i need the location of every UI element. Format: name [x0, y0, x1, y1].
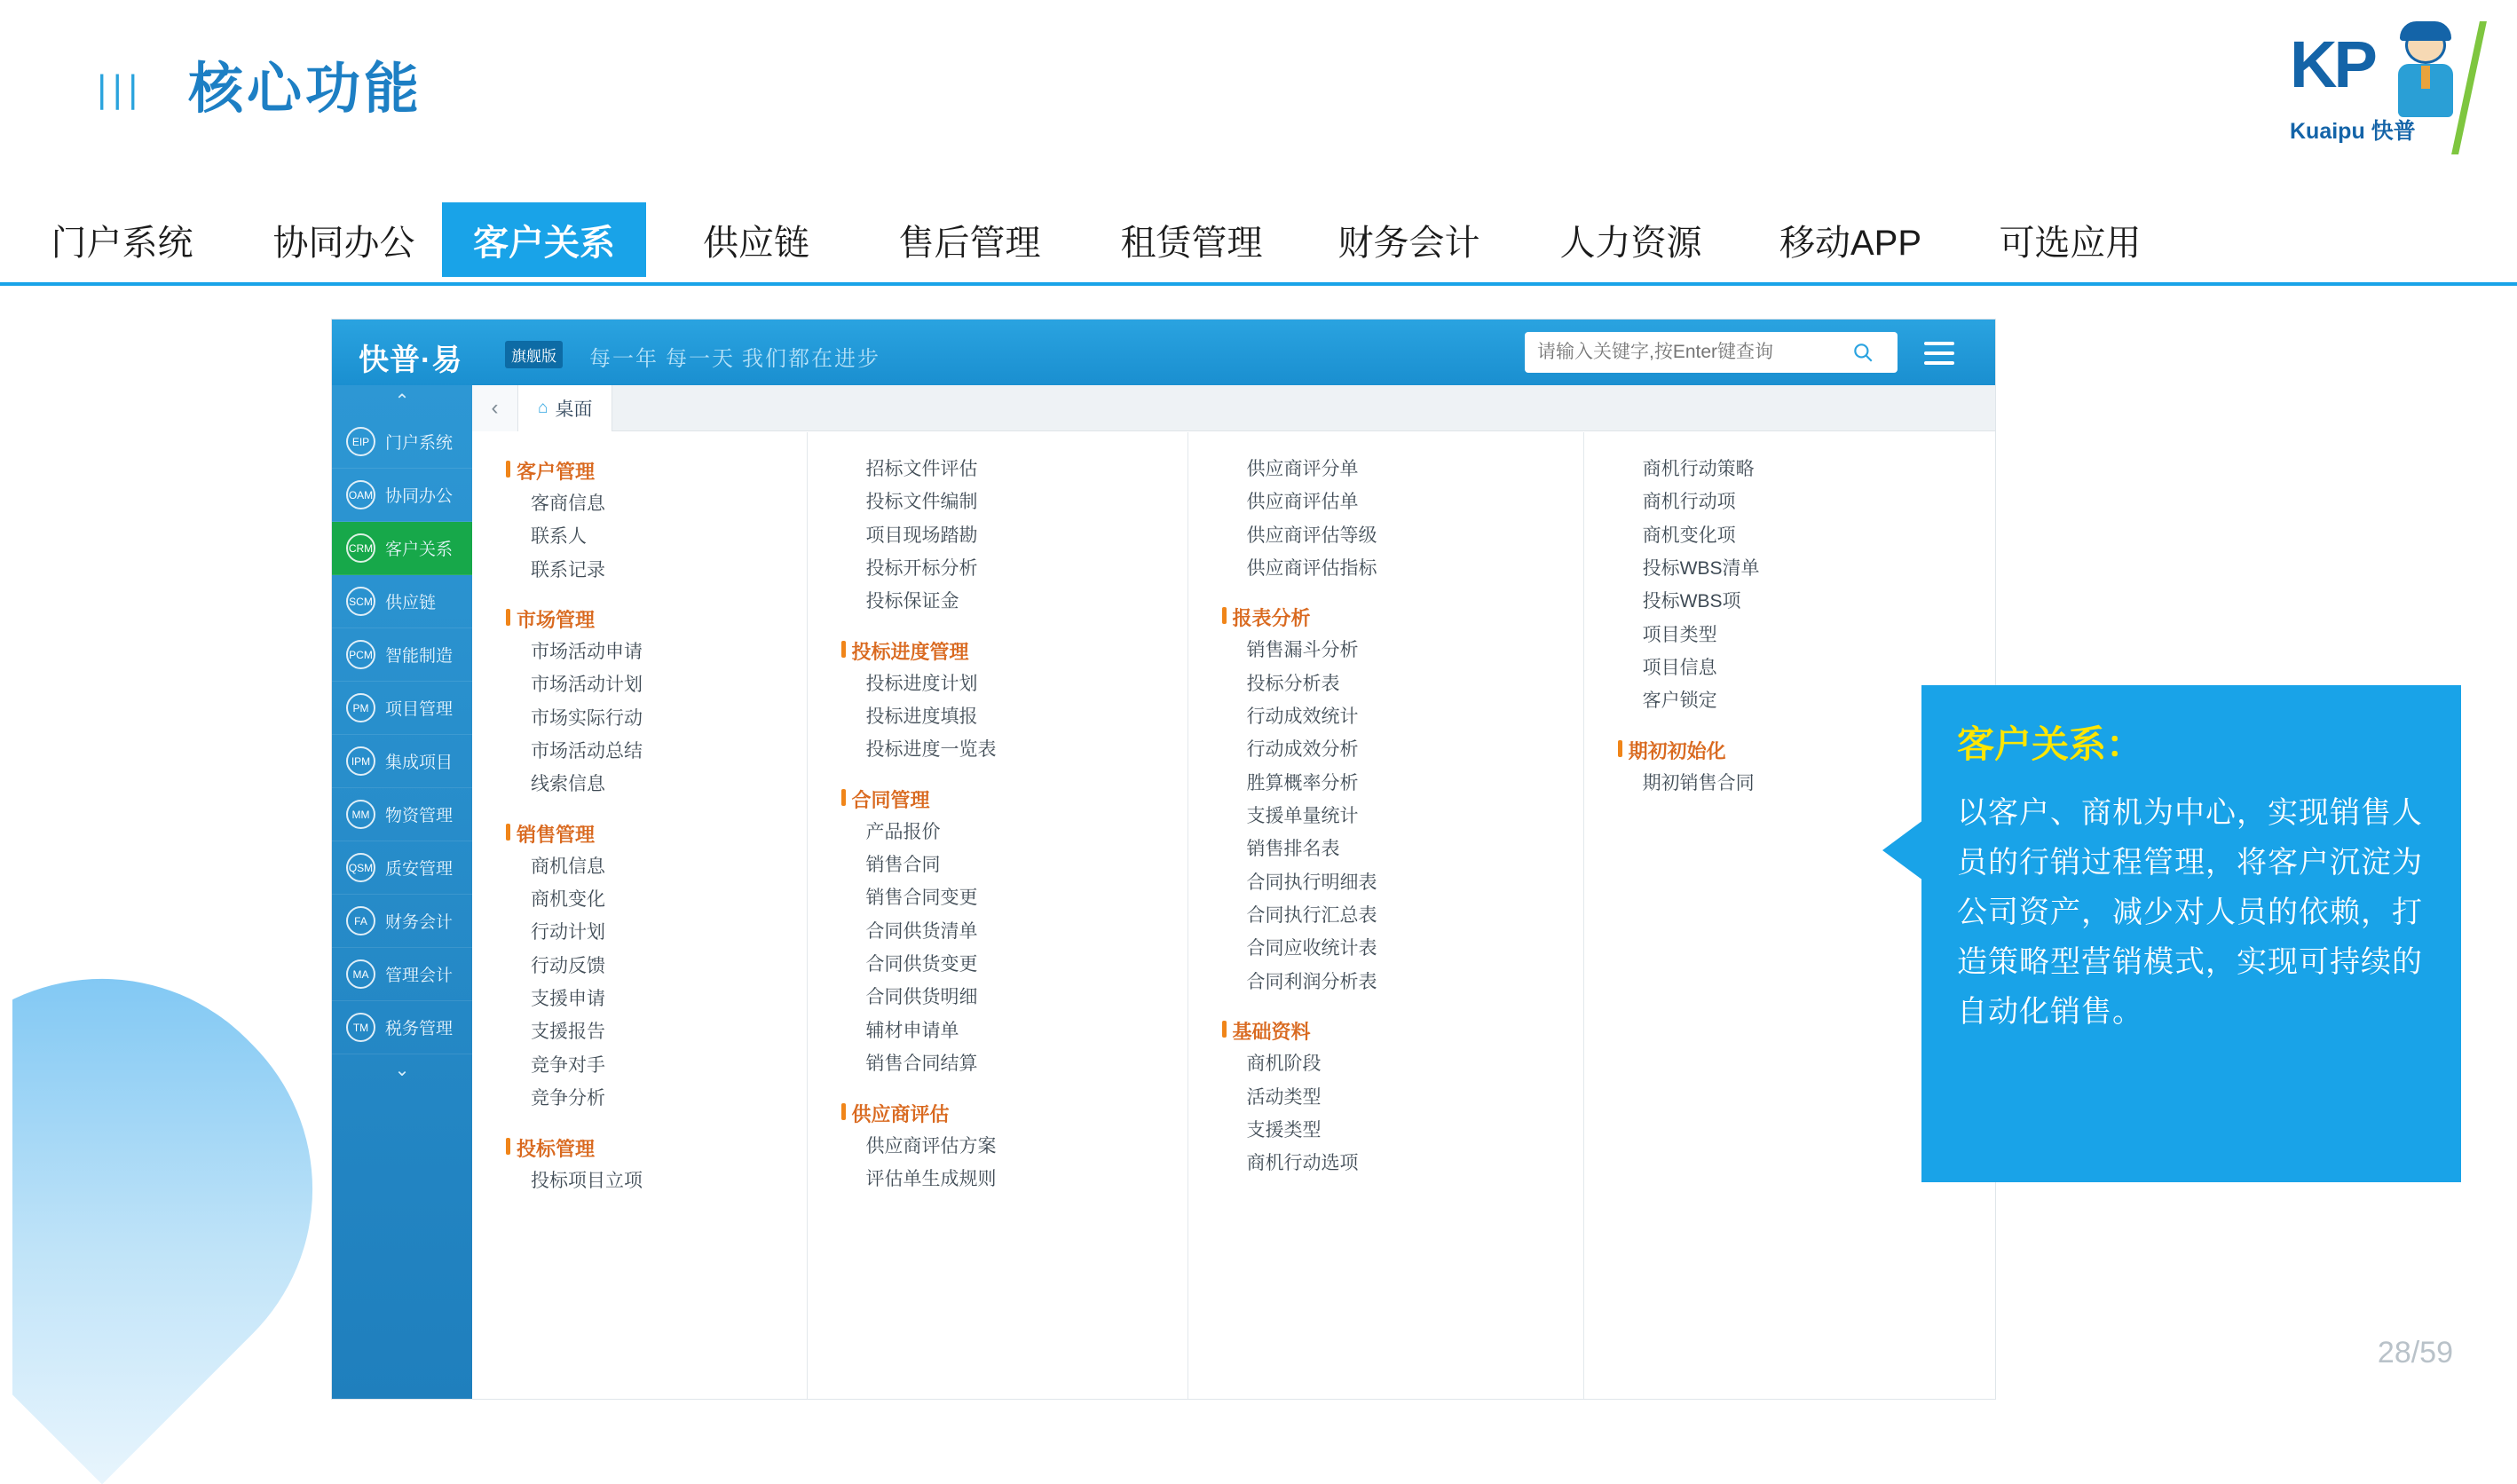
app-top-bar: [332, 320, 1995, 385]
menu-item[interactable]: 商机变化项: [1642, 525, 1736, 546]
menu-item[interactable]: 供应商评估单: [1246, 492, 1359, 513]
sidebar-item-label: 税务管理: [385, 1020, 454, 1038]
menu-panes: [472, 432, 1995, 1399]
menu-item[interactable]: 项目类型: [1642, 624, 1717, 645]
tab-1[interactable]: 协同办公: [272, 223, 415, 263]
menu-item[interactable]: 商机信息: [531, 856, 605, 877]
callout-body: 以客户、商机为中心，实现销售人员的行销过程管理，将客户沉淀为公司资产，减少对人员的依赖，打造策略型营销模式，实现可持续的自动化销售。: [1957, 796, 2423, 1030]
menu-item[interactable]: 行动计划: [531, 922, 605, 943]
app-slogan: 每一年 每一天 我们都在进步: [589, 348, 880, 371]
menu-item[interactable]: 商机变化: [531, 889, 605, 911]
tab-5[interactable]: 租赁管理: [1120, 223, 1263, 263]
menu-item[interactable]: 胜算概率分析: [1246, 772, 1359, 793]
menu-item[interactable]: 投标开标分析: [865, 558, 978, 580]
sidebar-item-label: 物资管理: [385, 807, 454, 825]
page-title: 核心功能: [188, 59, 423, 120]
group-spacer: [841, 623, 1187, 637]
brand-logo: [2290, 21, 2467, 154]
tab-2[interactable]: 客户关系: [442, 202, 646, 277]
menu-group-title: 供应商评估: [841, 1100, 1187, 1127]
tab-desktop[interactable]: [518, 385, 612, 431]
menu-item[interactable]: 支援单量统计: [1246, 806, 1359, 827]
tab-3[interactable]: 供应链: [703, 223, 809, 263]
module-tab-bar[interactable]: [0, 202, 2517, 277]
group-spacer: [841, 1200, 1187, 1214]
sidebar-item-tm[interactable]: [332, 1001, 472, 1054]
menu-item[interactable]: 投标WBS清单: [1642, 558, 1760, 580]
menu-item[interactable]: 客商信息: [531, 493, 605, 514]
menu-group-title: 销售管理: [506, 820, 807, 848]
menu-item[interactable]: 合同应收统计表: [1246, 938, 1377, 959]
app-content: [472, 385, 1995, 1399]
menu-item[interactable]: 供应商评分单: [1246, 459, 1359, 479]
group-spacer: [1222, 1003, 1583, 1017]
app-sidebar[interactable]: [332, 385, 472, 1399]
app-edition-badge: 旗舰版: [505, 341, 563, 368]
menu-group-title: 投标管理: [506, 1134, 807, 1162]
sidebar-item-oam[interactable]: [332, 469, 472, 522]
tab-underline: [0, 282, 2517, 286]
menu-item[interactable]: 市场活动计划: [531, 675, 643, 696]
tab-9[interactable]: 可选应用: [1999, 223, 2142, 263]
breadcrumb: [472, 385, 1995, 431]
group-spacer: [841, 771, 1187, 785]
sidebar-badge-icon: EIP: [346, 427, 375, 456]
menu-item[interactable]: 项目信息: [1642, 658, 1717, 679]
home-icon: ⌂: [538, 398, 548, 417]
menu-item[interactable]: 销售合同结算: [865, 1054, 978, 1075]
menu-item[interactable]: 支援申请: [531, 989, 605, 1010]
sidebar-badge-icon: MA: [346, 959, 375, 989]
menu-item[interactable]: 销售排名表: [1246, 839, 1340, 860]
menu-item[interactable]: 评估单生成规则: [865, 1168, 997, 1189]
menu-item[interactable]: 线索信息: [531, 774, 605, 795]
menu-item[interactable]: 支援报告: [531, 1022, 605, 1043]
sidebar-item-label: 质安管理: [385, 860, 454, 879]
menu-group-title: 市场管理: [506, 605, 807, 633]
menu-item[interactable]: 销售合同变更: [865, 888, 978, 909]
group-spacer: [506, 591, 807, 605]
menu-item[interactable]: 行动成效分析: [1246, 739, 1359, 761]
list-menu-icon[interactable]: [1924, 335, 1961, 371]
search-input[interactable]: [1525, 334, 1844, 371]
menu-item[interactable]: 期初销售合同: [1642, 772, 1755, 793]
sidebar-item-label: 项目管理: [385, 700, 454, 719]
search-icon[interactable]: [1848, 337, 1878, 367]
group-spacer: [841, 1085, 1187, 1100]
menu-group-title: 期初初始化: [1618, 737, 1995, 764]
menu-group-title: 合同管理: [841, 785, 1187, 813]
tab-8[interactable]: 移动APP: [1779, 223, 1922, 263]
menu-item[interactable]: 供应商评估方案: [865, 1135, 997, 1156]
menu-column-2: [808, 432, 1188, 1399]
sidebar-badge-icon: OAM: [346, 480, 375, 509]
chevron-left-icon[interactable]: ‹: [472, 385, 518, 431]
menu-item[interactable]: 竞争分析: [531, 1088, 605, 1109]
sidebar-badge-icon: PCM: [346, 640, 375, 669]
menu-group-title: 客户管理: [506, 457, 807, 485]
menu-item[interactable]: 竞争对手: [531, 1054, 605, 1076]
sidebar-item-label: 财务会计: [385, 913, 454, 932]
menu-item[interactable]: 项目现场踏勘: [865, 525, 978, 546]
sidebar-badge-icon: QSM: [346, 853, 375, 882]
menu-item[interactable]: 行动成效统计: [1246, 706, 1359, 728]
menu-group-title: 投标进度管理: [841, 637, 1187, 665]
sidebar-item-eip[interactable]: [332, 415, 472, 469]
sidebar-badge-icon: SCM: [346, 587, 375, 616]
sidebar-item-pcm[interactable]: [332, 628, 472, 682]
menu-item[interactable]: 市场实际行动: [531, 707, 643, 729]
sidebar-badge-icon: CRM: [346, 533, 375, 563]
menu-item[interactable]: 合同利润分析表: [1246, 971, 1377, 992]
tab-desktop-label: 桌面: [555, 399, 593, 420]
sidebar-item-mm[interactable]: [332, 788, 472, 841]
menu-item[interactable]: 辅材申请单: [865, 1020, 959, 1041]
menu-item[interactable]: 销售漏斗分析: [1246, 640, 1359, 661]
title-mark-icon: |||: [96, 69, 143, 110]
menu-item[interactable]: 投标保证金: [865, 591, 959, 612]
application-window: [332, 320, 1995, 1399]
group-spacer: [1222, 1185, 1583, 1199]
sidebar-item-label: 协同办公: [385, 487, 454, 506]
logo-mascot-icon: [2395, 25, 2462, 131]
menu-column-3: [1188, 432, 1584, 1399]
tab-7[interactable]: 人力资源: [1559, 223, 1702, 263]
sidebar-item-ma[interactable]: [332, 948, 472, 1001]
chevron-up-icon[interactable]: ⌃: [394, 391, 410, 411]
menu-item[interactable]: 投标进度一览表: [865, 739, 997, 761]
menu-item[interactable]: 产品报价: [865, 821, 941, 842]
tab-6[interactable]: 财务会计: [1337, 223, 1480, 263]
menu-item[interactable]: 合同供货变更: [865, 954, 978, 975]
menu-item[interactable]: 支援类型: [1246, 1119, 1322, 1141]
group-spacer: [506, 1202, 807, 1216]
menu-item[interactable]: 投标进度计划: [865, 673, 978, 694]
search-box[interactable]: [1525, 332, 1898, 373]
menu-item[interactable]: 投标项目立项: [531, 1170, 643, 1191]
logo-mark-text: KP: [2290, 28, 2374, 101]
tab-4[interactable]: 售后管理: [898, 223, 1041, 263]
menu-item[interactable]: 行动反馈: [531, 955, 605, 976]
menu-item[interactable]: 供应商评估等级: [1246, 525, 1377, 546]
menu-item[interactable]: 供应商评估指标: [1246, 558, 1377, 580]
menu-item[interactable]: 销售合同: [865, 855, 941, 876]
menu-item[interactable]: 合同供货明细: [865, 987, 978, 1008]
slide-header: [0, 0, 2517, 186]
menu-item[interactable]: 市场活动申请: [531, 642, 643, 663]
menu-item[interactable]: 投标分析表: [1246, 673, 1340, 694]
sidebar-item-label: 门户系统: [385, 434, 454, 453]
sidebar-item-scm[interactable]: [332, 575, 472, 628]
callout-box: [1921, 685, 2461, 1182]
menu-item[interactable]: 合同供货清单: [865, 920, 978, 942]
tab-0[interactable]: 门户系统: [51, 223, 193, 263]
sidebar-item-crm[interactable]: [332, 522, 472, 575]
page-number: 28/59: [2377, 1336, 2453, 1370]
app-brand: 快普·易: [359, 343, 463, 377]
group-spacer: [506, 1120, 807, 1134]
menu-group-title: 报表分析: [1222, 604, 1583, 631]
menu-item[interactable]: 商机阶段: [1246, 1054, 1322, 1075]
sidebar-item-qsm[interactable]: [332, 841, 472, 895]
menu-item[interactable]: 活动类型: [1246, 1086, 1322, 1108]
group-spacer: [1222, 589, 1583, 604]
menu-item[interactable]: 商机行动项: [1642, 492, 1736, 513]
menu-item[interactable]: 合同执行明细表: [1246, 872, 1377, 893]
menu-group-title: 基础资料: [1222, 1017, 1583, 1045]
sidebar-badge-icon: MM: [346, 800, 375, 829]
menu-item[interactable]: 合同执行汇总表: [1246, 905, 1377, 927]
logo-name-text: Kuaipu 快普: [2290, 119, 2416, 144]
callout-title: 客户关系：: [1957, 723, 2144, 765]
menu-item[interactable]: 招标文件评估: [865, 459, 978, 479]
menu-item[interactable]: 联系记录: [531, 559, 605, 580]
sidebar-item-ipm[interactable]: [332, 735, 472, 788]
menu-column-1: [472, 432, 808, 1399]
sidebar-badge-icon: PM: [346, 693, 375, 722]
menu-item[interactable]: 商机行动策略: [1642, 459, 1755, 479]
sidebar-item-label: 客户关系: [385, 541, 454, 559]
menu-item[interactable]: 投标进度填报: [865, 706, 978, 728]
sidebar-item-label: 管理会计: [385, 967, 454, 985]
chevron-down-icon[interactable]: ⌄: [394, 1060, 410, 1080]
menu-item[interactable]: 客户锁定: [1642, 691, 1717, 712]
menu-item[interactable]: 投标WBS项: [1642, 591, 1741, 612]
menu-item[interactable]: 联系人: [531, 526, 587, 548]
menu-item[interactable]: 商机行动选项: [1246, 1153, 1359, 1174]
sidebar-item-label: 集成项目: [385, 754, 454, 772]
sidebar-item-fa[interactable]: [332, 895, 472, 948]
menu-item[interactable]: 投标文件编制: [865, 492, 978, 513]
sidebar-item-pm[interactable]: [332, 682, 472, 735]
sidebar-badge-icon: FA: [346, 906, 375, 935]
sidebar-item-label: 供应链: [385, 594, 437, 612]
sidebar-badge-icon: IPM: [346, 746, 375, 776]
group-spacer: [506, 806, 807, 820]
sidebar-item-label: 智能制造: [385, 647, 454, 666]
sidebar-badge-icon: TM: [346, 1013, 375, 1042]
menu-item[interactable]: 市场活动总结: [531, 741, 643, 762]
